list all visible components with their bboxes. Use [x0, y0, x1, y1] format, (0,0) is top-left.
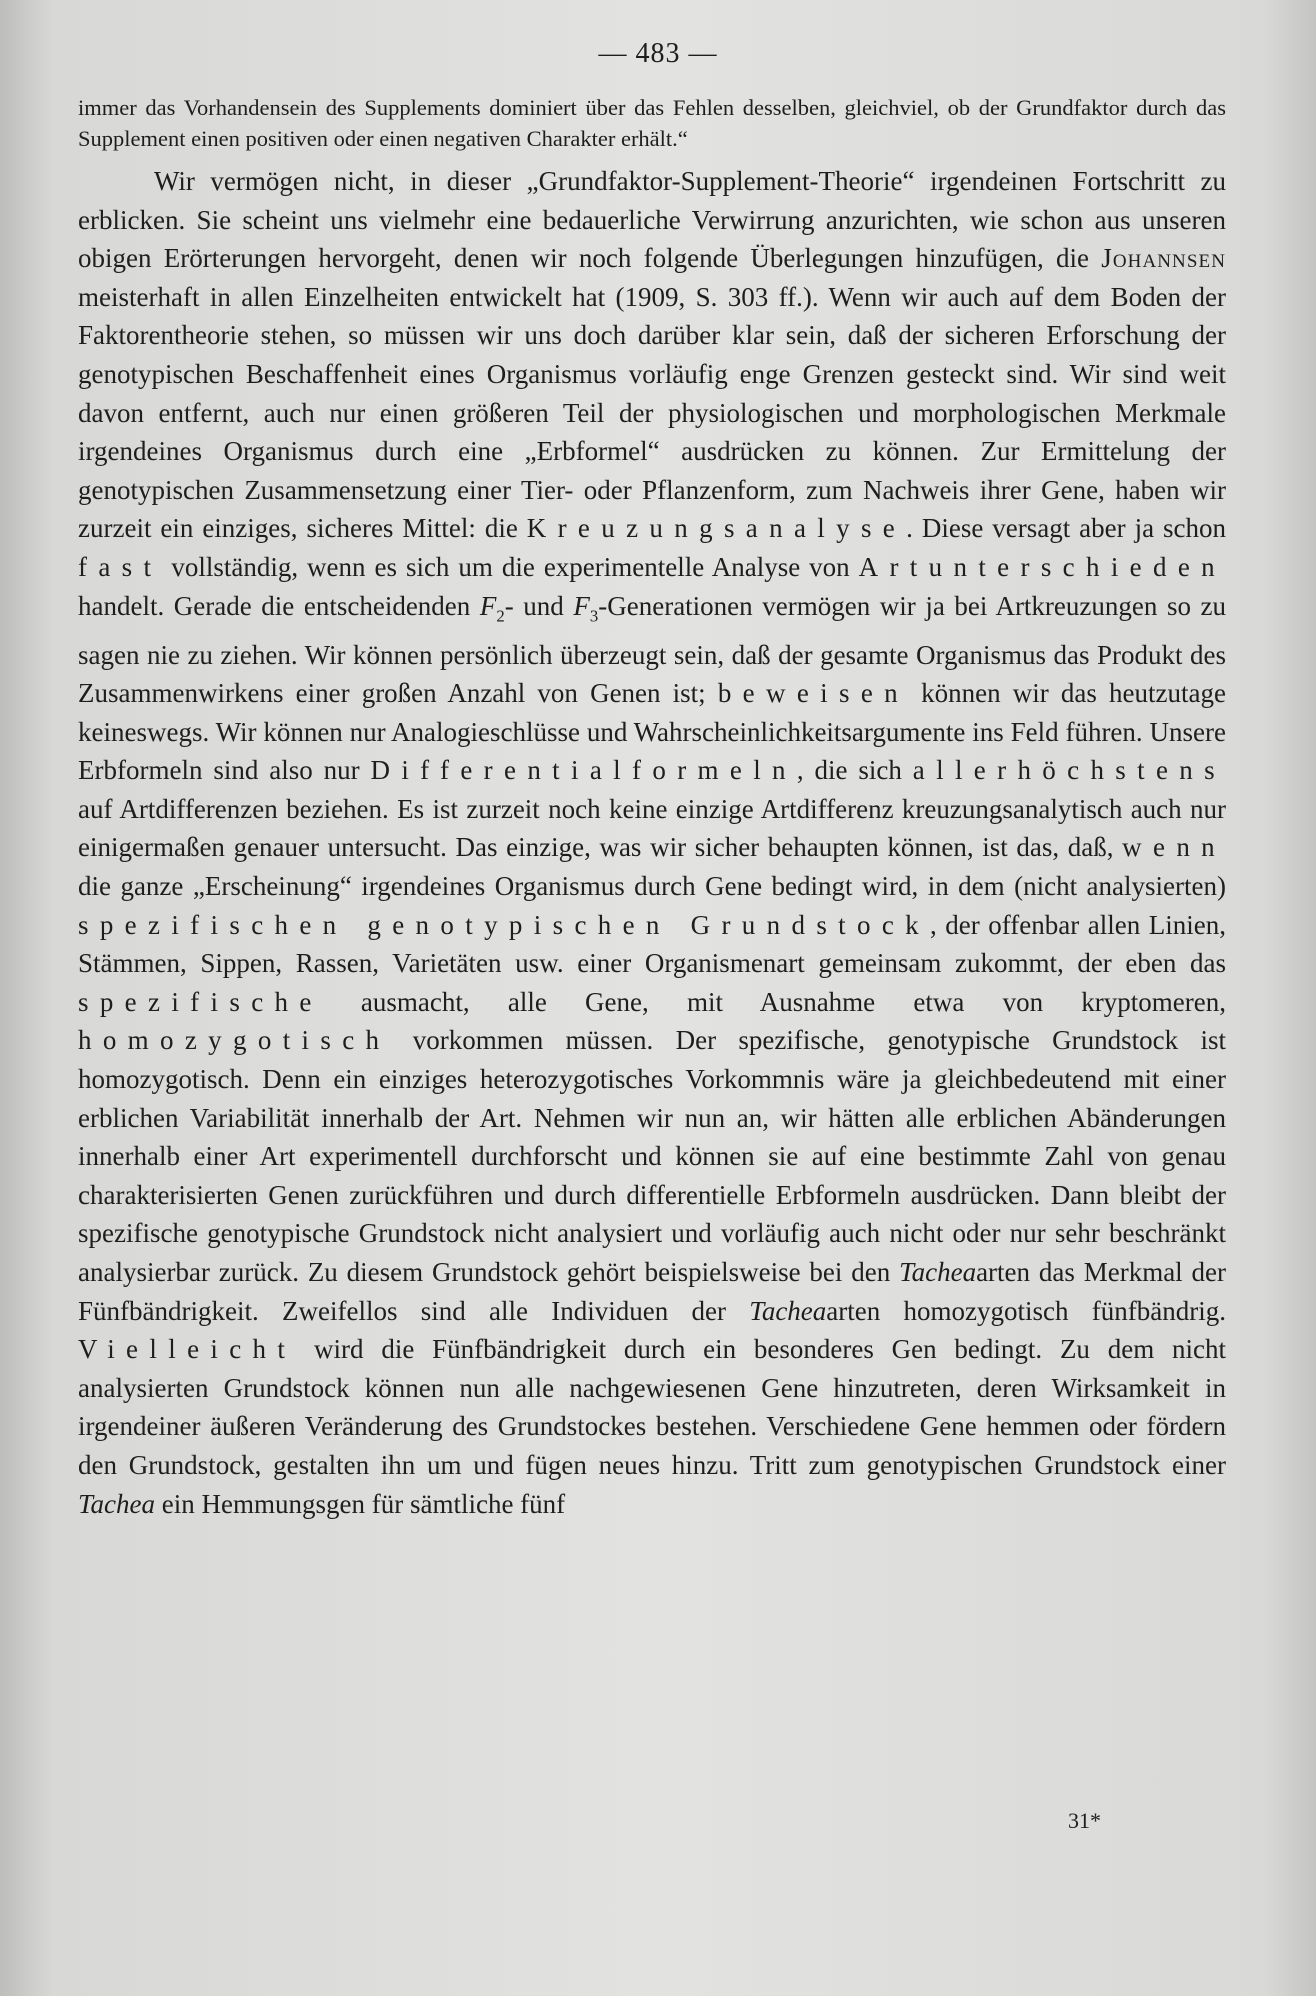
generation-symbol: F	[479, 590, 497, 621]
text-run: ein Hemmungsgen für sämtliche fünf	[155, 1488, 566, 1519]
paragraph-continued: immer das Vorhandensein des Supplements dominiert über das Fehlen desselben, gleichviel, ob der Grundfaktor durch das Supplement einen positiven oder einen negativen Charakter erhält.“	[78, 95, 1226, 151]
text-run: . Diese versagt aber ja schon	[906, 513, 1226, 544]
emphasis-spaced: Differentialformeln	[370, 755, 797, 786]
page-number: — 483 —	[598, 38, 718, 69]
emphasis-spaced: Artunterschieden	[858, 551, 1226, 582]
genus-name: Tachea	[78, 1488, 156, 1519]
generation-symbol: F	[573, 590, 590, 621]
text-run: ausmacht, alle Gene, mit Ausnahme etwa von kryptomeren,	[322, 986, 1226, 1017]
paragraph-main	[78, 162, 1226, 1523]
text-run: Wir vermögen nicht, in dieser „Grundfaktor-Supplement-Theorie“ irgendeinen Fortschritt zu erblicken. Sie scheint uns vielmehr eine bedauerliche Verwirrung anzurichten, wie schon aus unseren obigen Erörterungen hervorgeht, denen wir noch folgende Überlegungen hinzufügen, die	[78, 166, 1226, 274]
author-name: Johannsen	[1101, 243, 1226, 274]
text-run: - und	[504, 590, 574, 621]
generation-subscript: 2	[496, 605, 505, 625]
text-run: vollständig, wenn es sich um die experimentelle Analyse von	[162, 551, 859, 582]
text-run: -Generationen vermögen wir ja bei Artkreuzungen so zu sagen nie zu ziehen. Wir können persönlich überzeugt sein, daß der gesamte Organismus das Produkt des Zusammenwirkens einer großen Anzahl von Genen ist;	[78, 590, 1227, 709]
genus-name: Tachea	[899, 1257, 977, 1288]
emphasis-spaced: fast	[78, 551, 163, 582]
generation-subscript: 3	[589, 605, 599, 625]
signature-mark: 31*	[1068, 1808, 1101, 1833]
text-block	[78, 92, 1226, 1523]
emphasis-spaced: homozygotisch	[78, 1025, 391, 1056]
emphasis-spaced: spezifischen genotypischen Grundstock	[78, 909, 931, 940]
text-run: vorkommen müssen. Der spezifische, genotypische Grundstock ist homozygotisch. Denn ein einziges heterozygotisches Vorkommnis wäre ja gleichbedeutend mit einer erblichen Variabilität innerhalb der Art. Nehmen wir nun an, wir hätten alle erblichen Abänderungen innerhalb einer Art experimentell durchforscht und können sie auf eine bestimmte Zahl von genau charakterisierten Genen zurückführen und durch differentielle Erbformeln ausdrücken. Dann bleibt der spezifische genotypische Grundstock nicht analysiert und vorläufig auch nicht oder nur sehr beschränkt analysierbar zurück. Zu diesem Grundstock gehört beispielsweise bei den	[78, 1025, 1226, 1288]
text-run: , die sich	[796, 755, 913, 786]
text-run: auf Artdifferenzen beziehen. Es ist zurzeit noch keine einzige Artdifferenz kreuzungsanalytisch auch nur einigermaßen genauer untersucht. Das einzige, was wir sicher behaupten können, ist das, daß,	[78, 793, 1226, 863]
genus-name: Tachea	[749, 1295, 827, 1326]
emphasis-spaced: spezifische	[78, 986, 323, 1017]
emphasis-spaced: wenn	[1122, 832, 1226, 863]
text-run: wird die Fünfbändrigkeit durch ein besonderes Gen bedingt. Zu dem nicht analysierten Grundstock können nun alle nachgewiesenen Gene hinzutreten, deren Wirksamkeit in irgendeiner äußeren Veränderung des Grundstockes bestehen. Verschiedene Gene hemmen oder fördern den Grundstock, gestalten ihn um und fügen neues hinzu. Tritt zum genotypischen Grundstock einer	[78, 1334, 1226, 1480]
emphasis-spaced: Vielleicht	[78, 1334, 297, 1365]
emphasis-spaced: beweisen	[717, 678, 910, 709]
text-run: , der offenbar allen Linien, Stämmen, Sippen, Rassen, Varietäten usw. einer Organismenart gemeinsam zukommt, der eben das	[78, 909, 1226, 979]
text-run: arten das Merkmal der Fünfbändrigkeit. Zweifellos sind alle Individuen der	[78, 1257, 1226, 1326]
emphasis-spaced: Kreuzungsanalyse	[526, 513, 907, 544]
emphasis-spaced: allerhöchstens	[912, 755, 1226, 786]
text-run: meisterhaft in allen Einzelheiten entwickelt hat (1909, S. 303 ff.). Wenn wir auch auf dem Boden der Faktorentheorie stehen, so müssen wir uns doch darüber klar sein, daß der sicheren Erforschung der genotypischen Beschaffenheit eines Organismus vorläufig enge Grenzen gesteckt sind. Wir sind weit davon entfernt, auch nur einen größeren Teil der physiologischen und morphologischen Merkmale irgendeines Organismus durch eine „Erbformel“ ausdrücken zu können. Zur Ermittelung der genotypischen Zusammensetzung einer Tier- oder Pflanzenform, zum Nachweis ihrer Gene, haben wir zurzeit ein einziges, sicheres Mittel: die	[78, 281, 1226, 544]
text-run: die ganze „Erscheinung“ irgendeines Organismus durch Gene bedingt wird, in dem (nicht analysierten)	[78, 871, 1226, 902]
text-run: können wir das heutzutage keineswegs. Wir können nur Analogieschlüsse und Wahrscheinlichkeitsargumente ins Feld führen. Unsere Erbformeln sind also nur	[78, 678, 1226, 786]
text-run: arten homozygotisch fünfbändrig.	[826, 1295, 1226, 1326]
text-run: handelt. Gerade die entscheidenden	[78, 590, 480, 621]
